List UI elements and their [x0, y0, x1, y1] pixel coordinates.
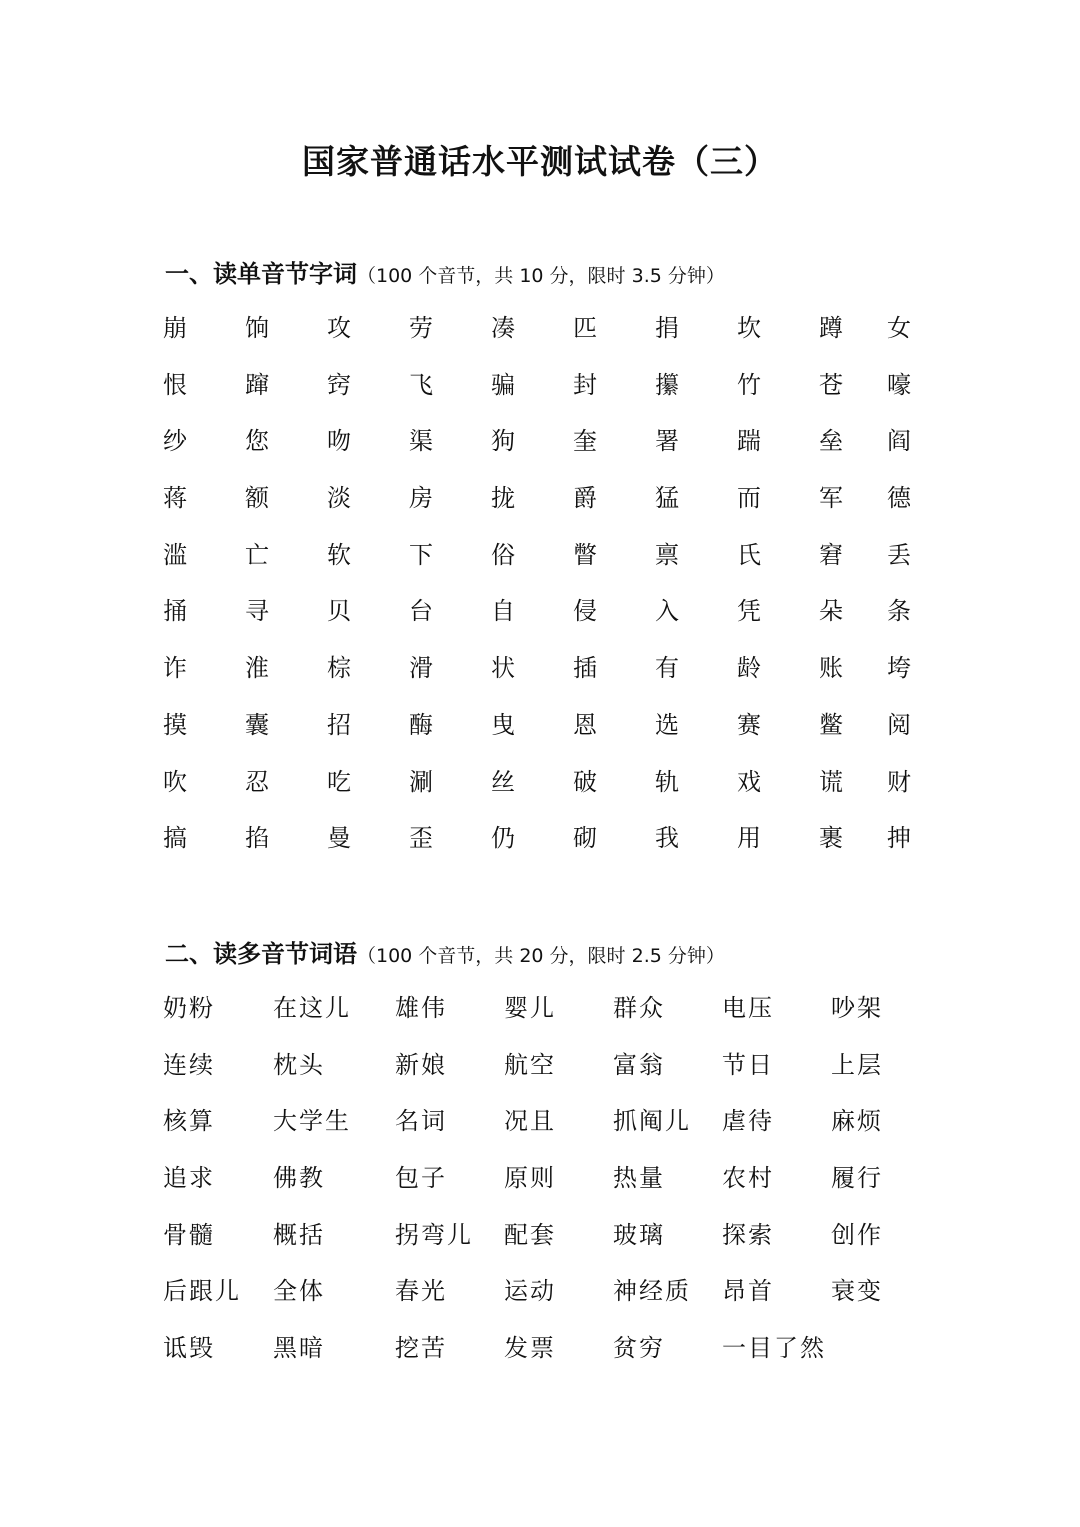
char-cell: 封 — [573, 370, 597, 399]
char-cell: 朵 — [819, 597, 843, 626]
char-cell: 奎 — [573, 427, 597, 456]
char-row — [163, 365, 923, 422]
word-cell: 枕头 — [273, 1050, 325, 1079]
word-cell: 创作 — [831, 1220, 883, 1249]
section-2-heading — [165, 938, 965, 973]
word-cell: 麻烦 — [831, 1107, 883, 1136]
char-cell: 入 — [655, 597, 679, 626]
word-cell: 全体 — [273, 1277, 325, 1306]
char-cell: 军 — [819, 484, 843, 513]
char-cell: 淡 — [327, 484, 351, 513]
char-cell: 台 — [409, 597, 433, 626]
word-row — [163, 1101, 943, 1158]
char-cell: 攥 — [655, 370, 679, 399]
word-cell: 探索 — [722, 1220, 774, 1249]
char-cell: 掐 — [245, 824, 269, 853]
word-cell: 挖苦 — [395, 1334, 447, 1363]
word-row — [163, 1045, 943, 1102]
char-cell: 额 — [245, 484, 269, 513]
word-cell: 玻璃 — [613, 1220, 665, 1249]
word-cell: 热量 — [613, 1164, 665, 1193]
word-cell: 贫穷 — [613, 1334, 665, 1363]
char-cell: 竹 — [737, 370, 761, 399]
char-cell: 戏 — [737, 767, 761, 796]
char-cell: 滥 — [163, 540, 187, 569]
char-cell: 自 — [491, 597, 515, 626]
word-cell: 农村 — [722, 1164, 774, 1193]
char-cell: 阅 — [887, 710, 911, 739]
char-cell: 贝 — [327, 597, 351, 626]
word-cell: 电压 — [722, 994, 774, 1022]
char-cell: 忍 — [245, 767, 269, 796]
char-cell: 捅 — [163, 597, 187, 626]
word-cell: 连续 — [163, 1050, 215, 1079]
char-cell: 署 — [655, 427, 679, 456]
char-cell: 赛 — [737, 710, 761, 739]
char-row — [163, 421, 923, 478]
word-cell: 配套 — [504, 1220, 556, 1249]
char-cell: 丝 — [491, 767, 515, 796]
char-cell: 有 — [655, 654, 679, 683]
char-cell: 渠 — [409, 427, 433, 456]
char-cell: 曳 — [491, 710, 515, 739]
char-cell: 淮 — [245, 654, 269, 683]
word-cell: 虐待 — [722, 1107, 774, 1136]
word-cell: 名词 — [395, 1107, 447, 1136]
char-cell: 垒 — [819, 427, 843, 456]
word-cell: 奶粉 — [163, 994, 215, 1022]
char-cell: 吹 — [163, 767, 187, 796]
word-cell: 富翁 — [613, 1050, 665, 1079]
word-cell: 拐弯儿 — [395, 1220, 473, 1249]
char-cell: 招 — [327, 710, 351, 739]
char-cell: 蹿 — [245, 370, 269, 399]
char-cell: 女 — [887, 314, 911, 342]
char-cell: 凭 — [737, 597, 761, 626]
char-cell: 抻 — [887, 824, 911, 853]
word-cell: 大学生 — [273, 1107, 351, 1136]
word-cell: 概括 — [273, 1220, 325, 1249]
polysyllable-grid — [163, 988, 943, 1385]
section-2-note: （100 个音节，共 20 分，限时 2.5 分钟） — [357, 945, 725, 967]
word-cell: 运动 — [504, 1277, 556, 1306]
char-cell: 财 — [887, 767, 911, 796]
char-cell: 蒋 — [163, 484, 187, 513]
char-cell: 凑 — [491, 314, 515, 342]
char-cell: 恩 — [573, 710, 597, 739]
char-row — [163, 591, 923, 648]
char-cell: 踹 — [737, 427, 761, 456]
char-cell: 您 — [245, 427, 269, 456]
char-cell: 插 — [573, 654, 597, 683]
word-cell: 况且 — [504, 1107, 556, 1136]
word-cell: 骨髓 — [163, 1220, 215, 1249]
char-cell: 坎 — [737, 314, 761, 342]
word-cell: 节日 — [722, 1050, 774, 1079]
char-row — [163, 308, 923, 365]
word-cell: 诋毁 — [163, 1334, 215, 1363]
word-cell: 履行 — [831, 1164, 883, 1193]
char-cell: 德 — [887, 484, 911, 513]
char-cell: 攻 — [327, 314, 351, 342]
char-cell: 丢 — [887, 540, 911, 569]
char-cell: 鳖 — [819, 710, 843, 739]
char-cell: 阎 — [887, 427, 911, 456]
char-cell: 饷 — [245, 314, 269, 342]
char-cell: 恨 — [163, 370, 187, 399]
char-cell: 崩 — [163, 314, 187, 342]
char-cell: 滑 — [409, 654, 433, 683]
char-cell: 吃 — [327, 767, 351, 796]
word-row — [163, 1158, 943, 1215]
char-cell: 选 — [655, 710, 679, 739]
char-cell: 寻 — [245, 597, 269, 626]
char-cell: 曼 — [327, 824, 351, 853]
section-1-title: 一、读单音节字词 — [165, 260, 357, 288]
char-cell: 窍 — [327, 370, 351, 399]
char-cell: 龄 — [737, 654, 761, 683]
char-cell: 轨 — [655, 767, 679, 796]
char-cell: 瞥 — [573, 540, 597, 569]
char-cell: 仍 — [491, 824, 515, 853]
word-cell: 核算 — [163, 1107, 215, 1136]
char-cell: 我 — [655, 824, 679, 853]
word-cell: 在这儿 — [273, 994, 351, 1022]
char-cell: 砌 — [573, 824, 597, 853]
word-cell: 神经质 — [613, 1277, 691, 1306]
char-cell: 搞 — [163, 824, 187, 853]
char-cell: 账 — [819, 654, 843, 683]
char-cell: 匹 — [573, 314, 597, 342]
word-cell: 抓阄儿 — [613, 1107, 691, 1136]
char-cell: 涮 — [409, 767, 433, 796]
word-cell: 佛教 — [273, 1164, 325, 1193]
word-cell: 一目了然 — [722, 1334, 826, 1363]
char-cell: 房 — [409, 484, 433, 513]
section-1-heading — [165, 258, 965, 293]
char-cell: 纱 — [163, 427, 187, 456]
char-cell: 谎 — [819, 767, 843, 796]
word-cell: 雄伟 — [395, 994, 447, 1022]
char-cell: 用 — [737, 824, 761, 853]
section-2-title: 二、读多音节词语 — [165, 940, 357, 968]
char-cell: 软 — [327, 540, 351, 569]
char-cell: 狗 — [491, 427, 515, 456]
char-row — [163, 762, 923, 819]
char-cell: 拢 — [491, 484, 515, 513]
word-cell: 昂首 — [722, 1277, 774, 1306]
word-cell: 航空 — [504, 1050, 556, 1079]
word-cell: 包子 — [395, 1164, 447, 1193]
char-cell: 摸 — [163, 710, 187, 739]
char-cell: 破 — [573, 767, 597, 796]
word-cell: 发票 — [504, 1334, 556, 1363]
monosyllable-grid — [163, 308, 923, 875]
word-row — [163, 988, 943, 1045]
char-cell: 囊 — [245, 710, 269, 739]
char-cell: 骗 — [491, 370, 515, 399]
char-cell: 裹 — [819, 824, 843, 853]
char-cell: 下 — [409, 540, 433, 569]
section-1-note: （100 个音节，共 10 分，限时 3.5 分钟） — [357, 265, 725, 287]
word-cell: 婴儿 — [504, 994, 556, 1022]
char-cell: 窘 — [819, 540, 843, 569]
char-row — [163, 535, 923, 592]
word-cell: 吵架 — [831, 994, 883, 1022]
char-row — [163, 478, 923, 535]
char-cell: 俗 — [491, 540, 515, 569]
char-cell: 歪 — [409, 824, 433, 853]
word-row — [163, 1215, 943, 1272]
char-row — [163, 818, 923, 875]
char-cell: 禀 — [655, 540, 679, 569]
word-cell: 黑暗 — [273, 1334, 325, 1363]
char-cell: 垮 — [887, 654, 911, 683]
word-cell: 新娘 — [395, 1050, 447, 1079]
word-cell: 春光 — [395, 1277, 447, 1306]
char-cell: 侵 — [573, 597, 597, 626]
char-cell: 吻 — [327, 427, 351, 456]
char-cell: 而 — [737, 484, 761, 513]
char-cell: 亡 — [245, 540, 269, 569]
document-title: 国家普通话水平测试试卷（三） — [302, 142, 778, 181]
char-cell: 诈 — [163, 654, 187, 683]
char-cell: 棕 — [327, 654, 351, 683]
char-cell: 氏 — [737, 540, 761, 569]
word-row — [163, 1271, 943, 1328]
char-row — [163, 648, 923, 705]
char-cell: 状 — [491, 654, 515, 683]
char-row — [163, 705, 923, 762]
char-cell: 爵 — [573, 484, 597, 513]
char-cell: 条 — [887, 597, 911, 626]
char-cell: 蹲 — [819, 314, 843, 342]
word-cell: 上层 — [831, 1050, 883, 1079]
char-cell: 猛 — [655, 484, 679, 513]
char-cell: 嚎 — [887, 370, 911, 399]
char-cell: 酶 — [409, 710, 433, 739]
word-cell: 原则 — [504, 1164, 556, 1193]
word-row — [163, 1328, 943, 1385]
word-cell: 群众 — [613, 994, 665, 1022]
char-cell: 劳 — [409, 314, 433, 342]
char-cell: 苍 — [819, 370, 843, 399]
char-cell: 捐 — [655, 314, 679, 342]
word-cell: 衰变 — [831, 1277, 883, 1306]
word-cell: 追求 — [163, 1164, 215, 1193]
char-cell: 飞 — [409, 370, 433, 399]
word-cell: 后跟儿 — [163, 1277, 241, 1306]
